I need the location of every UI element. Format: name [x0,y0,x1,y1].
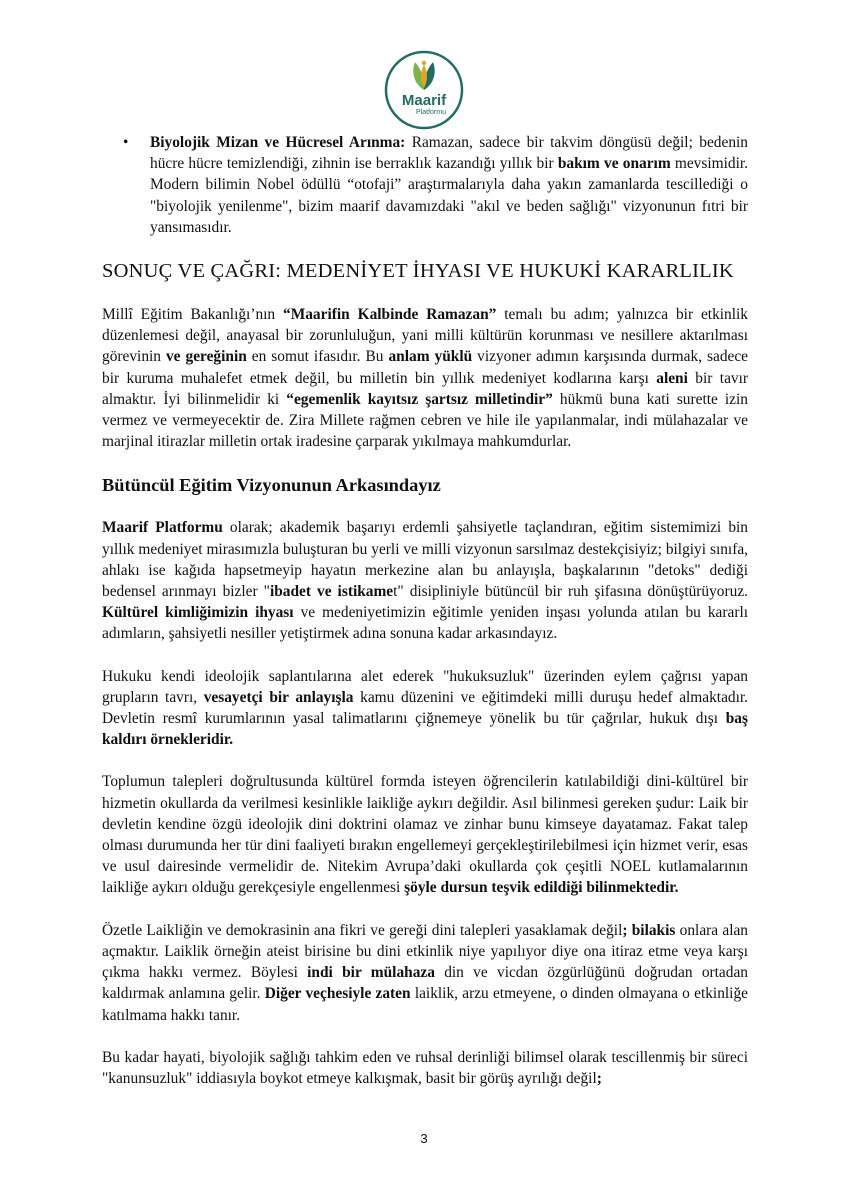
bullet-item [102,132,748,238]
paragraph-1: Millî Eğitim Bakanlığı’nın “Maarifin Kalbinde Ramazan” temalı bu adım; yalnızca bir etkinlik düzenlemesi değil, anayasal bir zorunluluğun, yani milli kültürün korunması ve nesillere aktarılması görevinin ve gereğinin en somut ifasıdır. Bu anlam yüklü vizyoner adımın karşısında durmak, sadece bir kuruma muhalefet etmek değil, bu milletin bin yıllık medeniyet kodlarına karşı aleni bir tavır almaktır. İyi bilinmelidir ki “egemenlik kayıtsız şartsız milletindir” hükmü buna kati surette izin vermez ve vermeyecektir de. Zira Millete rağmen cebren ve hile ile yapılanmalar, indi mülahazalar ve marjinal itirazlar milletin ortak iradesine çarparak yıkılmaya mahkumdurlar. [102,306,749,451]
paragraph-5: Özetle Laikliğin ve demokrasinin ana fikri ve gereği dini talepleri yasaklamak değil; bilakis onlara alan açmaktır. Laiklik örneğin ateist birisine bu dini etkinlik niye yapılıyor diye ona itiraz etme veya karşı çıkma hakkı vermez. Böylesi indi bir mülahaza din ve vicdan özgürlüğünü doğrudan ortadan kaldırmak anlamına gelir. Diğer veçhesiyle zaten laiklik, arzu etmeyene, o dinden olmayana o etkinliğe katılmama hakkı tanır. [102,921,748,1024]
paragraph-4: Toplumun talepleri doğrultusunda kültürel formda isteyen öğrencilerin katılabildiği dini-kültürel bir hizmetin okullarda da verilmesi kesinlikle laikliğe aykırı değildir. Asıl bilinmesi gereken şudur: Laik bir devletin kendine özgü ideolojik dini doktrini olamaz ve zinhar bunu kimseye dayatamaz. Fakat talep olması durumunda her tür dini faaliyeti bırakın engellemeyi gerçekleştirilebilmesi için hizmet verir, esas ve usul dairesinde vermelidir de. Nitekim Avrupa’daki okullarda çok çeşitli NOEL kutlamalarının laikliğe aykırı olduğu gerekçesiyle engellenmesi şöyle dursun teşvik edildiği bilinmektedir. [102,773,748,897]
bullet-text: Ramazan, sadece bir takvim döngüsü değil; bedenin hücre hücre temizlendiği, zihnin ise berraklık kazandığı yıllık bir [150,134,748,173]
bullet-text: mevsimidir. Modern bilimin Nobel ödüllü “otofaji” araştırmalarıyla daha yakın zamanlarda tescillediği o "biyolojik yenilenme", bizim maarif davamızdaki "akıl ve beden sağlığı" vizyonunun fıtri bir yansımasıdır. [150,155,748,236]
section-heading-sub: Bütüncül Eğitim Vizyonunun Arkasındayız [102,475,441,496]
paragraph-3: Hukuku kendi ideolojik saplantılarına alet ederek "hukuksuzluk" üzerinden eylem çağrısı yapan grupların tavrı, vesayetçi bir anlayışla kamu düzenini ve eğitimdeki milli duruşu hedef almaktadır. Devletin resmî kurumlarının yasal talimatlarını çiğnemeye yönelik bu tür çağrılar, hukuk dışı baş kaldırı örnekleridir. [102,667,748,749]
page-number: 3 [420,1131,428,1146]
bullet-dot-icon: • [123,134,129,151]
logo-name: Maarif [401,92,447,109]
maarif-platformu-logo [384,50,464,130]
paragraph-6: Bu kadar hayati, biyolojik sağlığı tahkim eden ve ruhsal derinliği bilimsel olarak tescillenmiş bir süreci "kanunsuzluk" iddiasıyla boykot etmeye kalkışmak, basit bir görüş ayrılığı değil; [102,1048,748,1087]
bullet-lead: Biyolojik Mizan ve Hücresel Arınma: [150,134,406,151]
section-heading-main: SONUÇ VE ÇAĞRI: MEDENİYET İHYASI VE HUKUKİ KARARLILIK [102,260,734,283]
logo-subtitle: Platformu [416,109,446,116]
logo-emblem-icon [384,50,464,130]
paragraph-2: Maarif Platformu olarak; akademik başarıyı erdemli şahsiyetle taçlandıran, eğitim sistemimizi bin yıllık medeniyet mirasımızla buluşturan bu yerli ve milli vizyonun sarsılmaz destekçisiyiz; bilgiyi sınıfa, ahlakı ise kağıda hapsetmeyip hayatın merkezine alan bu anlayışla, başkalarının "detoks" dediği bedensel arınmayı bizler "ibadet ve istikamet" disipliniyle bütüncül bir ruh şifasına dönüştürüyoruz. Kültürel kimliğimizin ihyası ve medeniyetimizin eğitimle yeniden inşası yolunda atılan bu kararlı adımların, şahsiyetli nesiller yetiştirmek adına sonuna kadar arkasındayız. [102,519,748,643]
document-body [102,132,748,1110]
bullet-emphasis: bakım ve onarım [557,155,671,173]
